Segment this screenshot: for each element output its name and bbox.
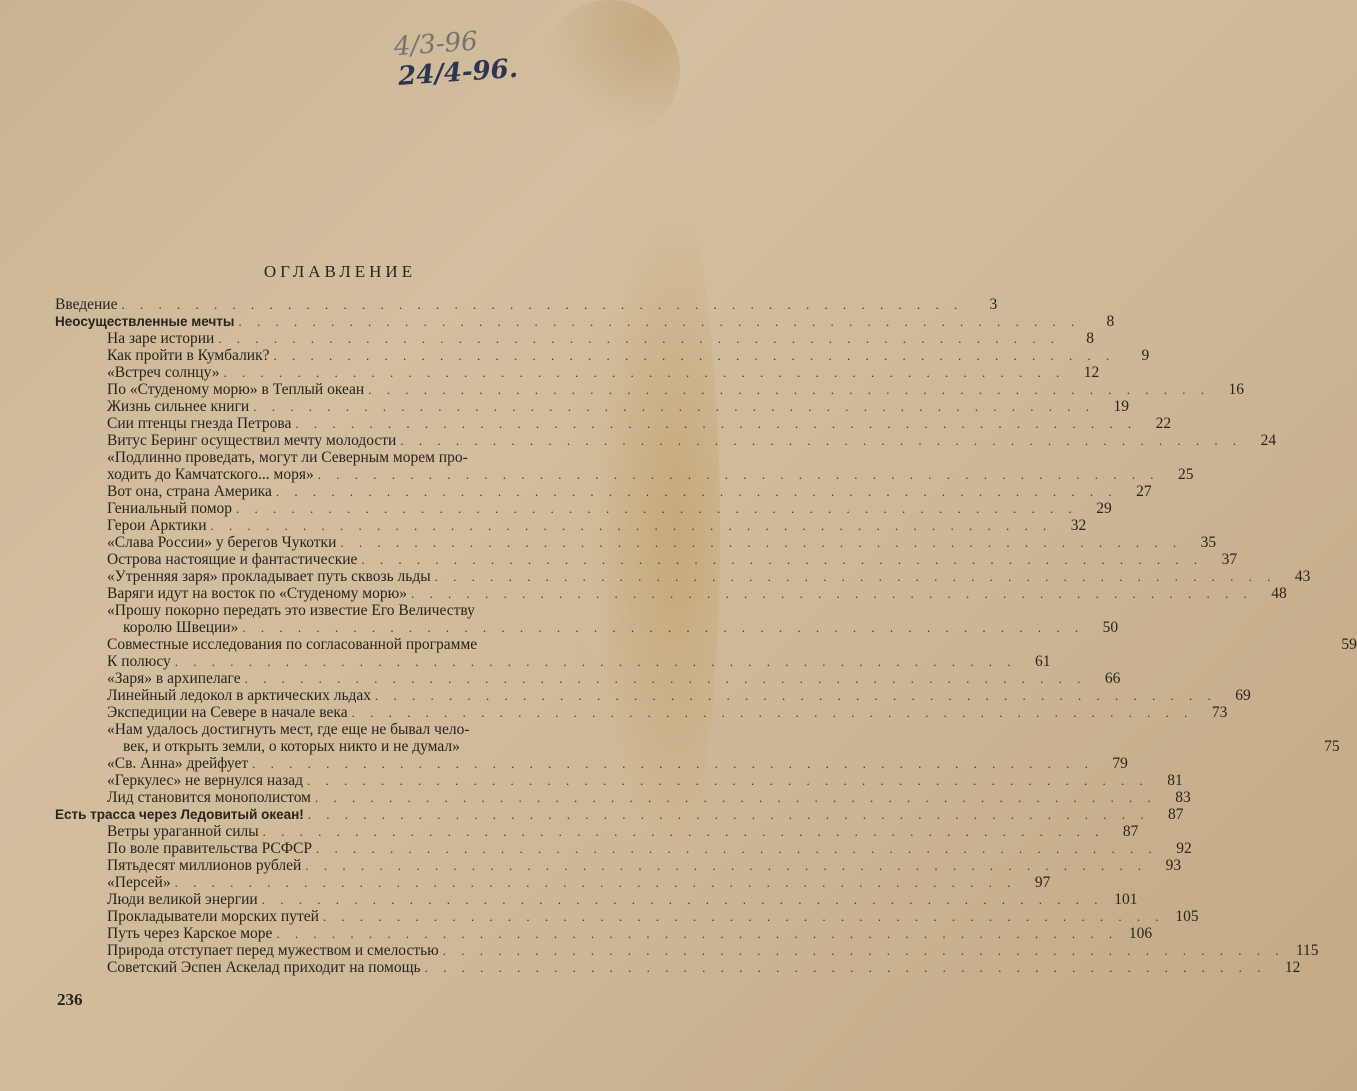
- toc-entry: [55, 483, 1152, 500]
- toc-entry-title: Природа отступает перед мужеством и смелостью: [107, 942, 439, 959]
- page-title: ОГЛАВЛЕНИЕ: [263, 262, 417, 281]
- toc-entry: [55, 534, 1217, 551]
- toc-leader-dots: [368, 381, 1210, 398]
- toc-entry-page: 81: [1167, 772, 1183, 789]
- toc-leader-dots: [400, 432, 1242, 449]
- toc-entry-page: 8: [1106, 313, 1115, 330]
- toc-entry: [55, 364, 1100, 381]
- toc-leader-dots: [323, 908, 1165, 925]
- toc-entry-page: 25: [1177, 466, 1194, 483]
- toc-leader-dots: [295, 415, 1137, 432]
- toc-leader-dots: [305, 857, 1147, 874]
- toc-leader-dots: [307, 772, 1149, 789]
- toc-entry-page: 97: [1034, 874, 1051, 891]
- toc-entry: [55, 687, 1251, 704]
- toc-entry-title: Прокладыватели морских путей: [107, 908, 319, 925]
- toc-entry: [55, 942, 1319, 959]
- toc-entry-page: 24: [1260, 432, 1277, 449]
- toc-entry: [55, 585, 1287, 602]
- toc-entry-title: Ветры ураганной силы: [107, 823, 259, 840]
- toc-entry: [55, 432, 1277, 449]
- toc-entry-page: 92: [1176, 840, 1192, 857]
- toc-entry: [55, 738, 1340, 755]
- toc-entry-page: 43: [1294, 568, 1311, 585]
- toc-leader-dots: [411, 585, 1253, 602]
- toc-entry-title: Жизнь сильнее книги: [107, 398, 250, 415]
- toc-entry-title: Линейный ледокол в арктических льдах: [107, 687, 372, 704]
- toc-entry-page: 37: [1221, 551, 1238, 568]
- toc-entry-page: 115: [1295, 942, 1319, 959]
- toc-leader-dots: [361, 551, 1203, 568]
- toc-entry-page: 79: [1112, 755, 1128, 772]
- toc-leader-dots: [308, 806, 1150, 823]
- toc-leader-dots: [218, 330, 1060, 347]
- toc-entry-title: «Геркулес» не вернулся назад: [107, 772, 303, 789]
- toc-leader-dots: [236, 500, 1078, 517]
- toc-leader-dots: [238, 313, 1080, 330]
- paper-stain: [540, 0, 680, 140]
- toc-entry-page: 3: [989, 296, 998, 313]
- toc-entry: [55, 466, 1194, 483]
- toc-entry: [55, 823, 1139, 840]
- toc-entry-title: «Встреч солнцу»: [107, 364, 220, 381]
- toc-entry-page: 93: [1165, 857, 1182, 874]
- toc-entry-title: Путь через Карское море: [107, 925, 273, 942]
- toc-leader-dots: [274, 347, 1116, 364]
- toc-entry: [55, 755, 1128, 772]
- toc-entry: [55, 925, 1153, 942]
- toc-entry-page: 69: [1235, 687, 1251, 704]
- handwritten-date-1: 4/3-96: [393, 26, 479, 63]
- toc-entry: [55, 415, 1172, 432]
- toc-leader-dots: [352, 704, 1194, 721]
- toc-entry-page: 105: [1175, 908, 1199, 925]
- toc-entry-title: Есть трасса через Ледовитый океан!: [55, 807, 304, 822]
- toc-entry: [55, 619, 1119, 636]
- toc-entry-page: 29: [1096, 500, 1112, 517]
- toc-entry-title: «Персей»: [107, 874, 171, 891]
- toc-entry-title: Варяги идут на восток по «Студеному морю»: [107, 585, 407, 602]
- toc-leader-dots: [375, 687, 1217, 704]
- toc-entry-page: 50: [1102, 619, 1119, 636]
- toc-entry-title: ходить до Камчатского... моря»: [107, 466, 314, 483]
- toc-leader-dots: [242, 619, 1084, 636]
- toc-entry: [55, 398, 1129, 415]
- toc-leader-dots: [175, 653, 1017, 670]
- toc-leader-dots: [223, 364, 1065, 381]
- toc-entry-page: 106: [1128, 925, 1153, 942]
- toc-leader-dots: [245, 670, 1087, 687]
- toc-entry: [55, 857, 1182, 874]
- toc-entry: [55, 602, 627, 619]
- toc-entry-page: 9: [1141, 347, 1150, 364]
- toc-leader-dots: [340, 534, 1182, 551]
- toc-entry-title: Советский Эспен Аскелад приходит на помощь: [107, 959, 421, 976]
- toc-leader-dots: [211, 517, 1053, 534]
- toc-entry: [55, 908, 1199, 925]
- toc-leader-dots: [276, 925, 1118, 942]
- toc-entry-page: 66: [1104, 670, 1121, 687]
- toc-entry-page: 48: [1271, 585, 1287, 602]
- toc-entry-title: Совместные исследования по согласованной программе: [107, 636, 478, 653]
- toc-entry: [55, 891, 1138, 908]
- toc-entry: [55, 347, 1150, 364]
- toc-entry: [55, 874, 1051, 891]
- handwritten-date-notes: [393, 24, 519, 92]
- toc-entry: [55, 330, 1095, 347]
- toc-entry-title: «Подлинно проведать, могут ли Северным морем про-: [107, 449, 468, 466]
- toc-leader-dots: [175, 874, 1017, 891]
- toc-entry-title: «Слава России» у берегов Чукотки: [107, 534, 337, 551]
- toc-leader-dots: [425, 959, 1267, 976]
- toc-entry-page: 12: [1284, 959, 1301, 976]
- page-number: 236: [57, 990, 83, 1009]
- toc-entry-title: Вот она, страна Америка: [107, 483, 272, 500]
- toc-entry: [55, 721, 627, 738]
- toc-entry-title: К полюсу: [107, 653, 171, 670]
- toc-entry-title: Как пройти в Кумбалик?: [107, 347, 270, 364]
- toc-entry-title: Люди великой энергии: [107, 891, 258, 908]
- toc-entry-title: Острова настоящие и фантастические: [107, 551, 358, 568]
- toc-entry: [55, 313, 1115, 330]
- toc-entry-title: Гениальный помор: [107, 500, 233, 517]
- toc-leader-dots: [435, 568, 1277, 585]
- toc-entry-title: королю Швеции»: [123, 619, 239, 636]
- toc-entry-title: «Прошу покорно передать это известие Его Величеству: [107, 602, 475, 619]
- toc-leader-dots: [121, 296, 963, 313]
- toc-leader-dots: [315, 789, 1157, 806]
- toc-entry-page: 19: [1113, 398, 1129, 415]
- toc-entry-title: Сии птенцы гнезда Петрова: [107, 415, 292, 432]
- toc-entry: [55, 704, 1228, 721]
- toc-entry: [55, 840, 1192, 857]
- toc-leader-dots: [316, 840, 1158, 857]
- toc-entry-page: 61: [1035, 653, 1051, 670]
- toc-entry: [55, 653, 1051, 670]
- toc-entry-title: Неосуществленные мечты: [55, 314, 235, 329]
- toc-entry-title: «Утренняя заря» прокладывает путь сквозь льды: [107, 568, 431, 585]
- toc-entry: [55, 636, 1357, 653]
- toc-entry-page: 22: [1155, 415, 1172, 432]
- toc-entry-page: 16: [1228, 381, 1244, 398]
- toc-entry-title: Пятьдесят миллионов рублей: [107, 857, 302, 874]
- toc-entry-page: 75: [1324, 738, 1340, 755]
- toc-entry-title: На заре истории: [107, 330, 215, 347]
- toc-entry-page: 32: [1070, 517, 1087, 534]
- toc-entry-page: 8: [1086, 330, 1095, 347]
- toc-leader-dots: [318, 466, 1160, 483]
- toc-leader-dots: [263, 823, 1105, 840]
- toc-entry: [55, 772, 1183, 789]
- toc-entry-title: По воле правительства РСФСР: [107, 840, 312, 857]
- toc-entry-title: Введение: [55, 296, 118, 313]
- toc-entry: [55, 381, 1244, 398]
- toc-entry-title: «Нам удалось достигнуть мест, где еще не бывал чело-: [107, 721, 470, 738]
- toc-entry-title: Экспедиции на Севере в начале века: [107, 704, 348, 721]
- toc-leader-dots: [276, 483, 1118, 500]
- toc-entry-title: Витус Беринг осуществил мечту молодости: [107, 432, 397, 449]
- toc-entry: [55, 568, 1311, 585]
- toc-entry-page: 35: [1200, 534, 1217, 551]
- toc-entry-title: век, и открыть земли, о которых никто и не думал»: [123, 738, 460, 755]
- toc-leader-dots: [253, 398, 1095, 415]
- toc-leader-dots: [262, 891, 1104, 908]
- toc-entry-title: «Св. Анна» дрейфует: [107, 755, 249, 772]
- toc-entry-page: 12: [1083, 364, 1100, 381]
- toc-entry: [55, 500, 1112, 517]
- toc-entry: [55, 670, 1121, 687]
- toc-entry: [55, 959, 1301, 976]
- toc-entry: [55, 806, 1184, 823]
- table-of-contents: [55, 296, 1357, 976]
- toc-entry-page: 101: [1114, 891, 1138, 908]
- toc-entry-page: 83: [1175, 789, 1191, 806]
- toc-entry-page: 73: [1211, 704, 1228, 721]
- toc-entry-title: «Заря» в архипелаге: [107, 670, 241, 687]
- toc-entry-page: 87: [1122, 823, 1139, 840]
- toc-leader-dots: [252, 755, 1094, 772]
- toc-entry: [55, 517, 1087, 534]
- toc-entry-title: Герои Арктики: [107, 517, 207, 534]
- toc-entry-page: 27: [1136, 483, 1152, 500]
- toc-entry-page: 87: [1168, 806, 1184, 823]
- toc-entry: [55, 449, 627, 466]
- toc-leader-dots: [443, 942, 1285, 959]
- toc-entry: [55, 789, 1191, 806]
- toc-entry-title: Лид становится монополистом: [107, 789, 311, 806]
- toc-entry-title: По «Студеному морю» в Теплый океан: [107, 381, 365, 398]
- handwritten-date-2: 24/4-96.: [397, 53, 519, 93]
- toc-entry-page: 59: [1341, 636, 1357, 653]
- toc-entry: [55, 296, 998, 313]
- toc-entry: [55, 551, 1238, 568]
